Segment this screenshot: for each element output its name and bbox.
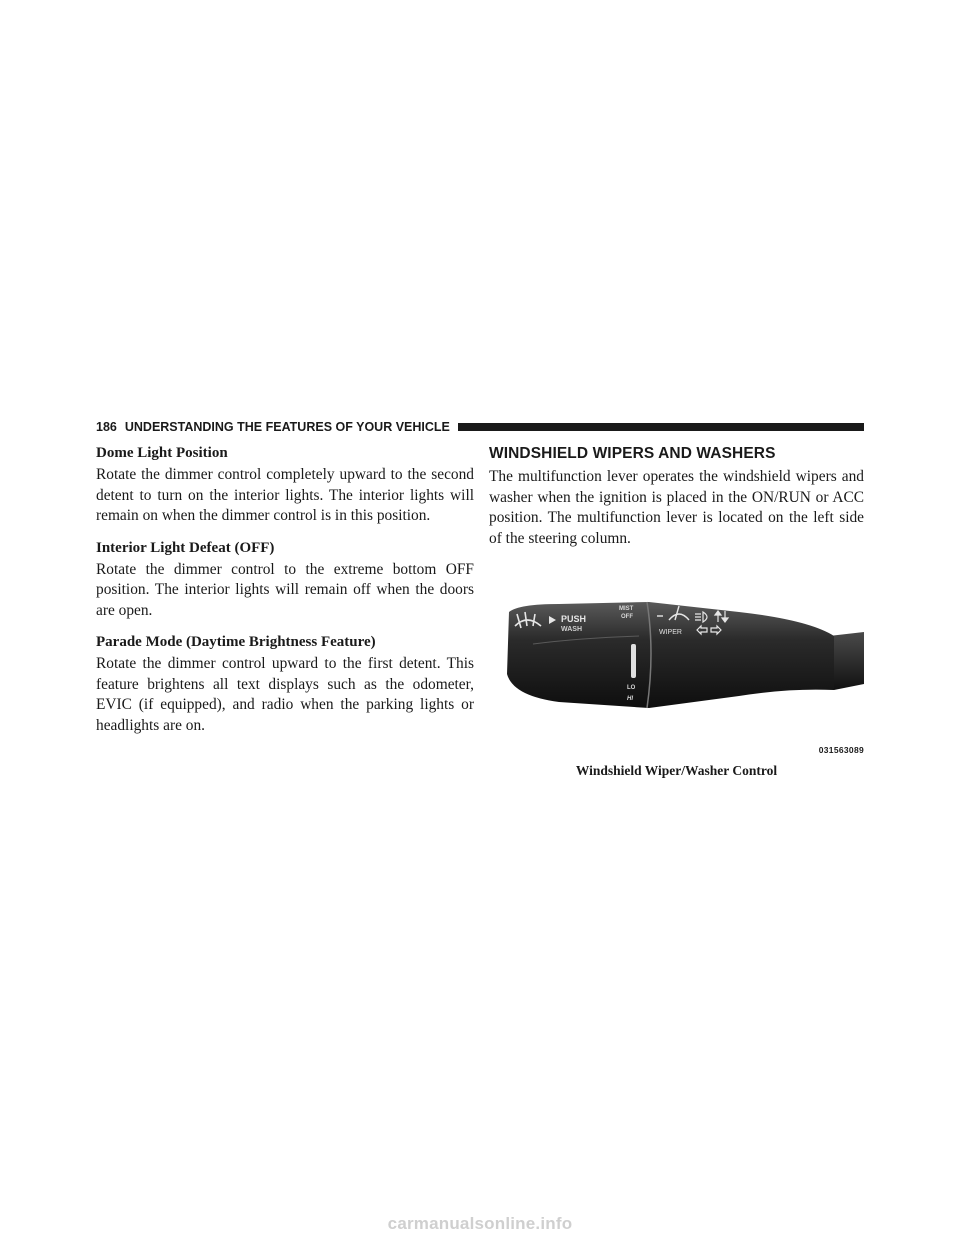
wipers-section-text: The multifunction lever operates the windshield wipers and washer when the ignition is placed in the ON/RUN or ACC position. The multifunction lever is located on the left side of the steering column. [489,468,864,547]
lever-body [649,602,834,708]
right-column [489,444,864,561]
interior-light-defeat-text: Rotate the dimmer control to the extreme bottom OFF position. The interior lights will remain off when the doors are open. [96,560,474,619]
wash-label: WASH [561,626,582,633]
push-label: PUSH [561,614,587,624]
wiper-label: WIPER [659,629,682,636]
hi-label: HI [627,696,633,702]
wipers-section-heading: WINDSHIELD WIPERS AND WASHERS [489,445,776,462]
wiper-lever-figure [489,592,864,757]
figure-code: 031563089 [818,745,864,755]
section-title: UNDERSTANDING THE FEATURES OF YOUR VEHICLE [124,420,450,434]
delay-slider [631,644,636,678]
parade-mode-text: Rotate the dimmer control upward to the first detent. This feature brightens all text displays such as the odometer, EVIC (if equipped), and radio when the parking lights or headlights are on. [96,655,474,734]
left-column [96,444,474,748]
page-number: 186 [96,420,117,434]
wiper-lever-illustration [489,592,864,757]
header-rule [458,423,864,431]
mist-label: MIST [619,606,634,612]
watermark: carmanualsonline.info [387,1214,573,1233]
lo-label: LO [627,685,636,691]
parade-mode-heading: Parade Mode (Daytime Brightness Feature) [96,634,376,650]
dome-light-heading: Dome Light Position [96,445,228,461]
lever-stem [829,632,864,690]
interior-light-defeat-heading: Interior Light Defeat (OFF) [96,539,275,556]
dome-light-text: Rotate the dimmer control completely upward to the second detent to turn on the interior lights. The interior lights will remain on when the dimmer control is in this position. [96,466,474,524]
page-header [96,419,864,435]
off-label: OFF [621,614,633,620]
figure-caption: Windshield Wiper/Washer Control [575,763,778,778]
